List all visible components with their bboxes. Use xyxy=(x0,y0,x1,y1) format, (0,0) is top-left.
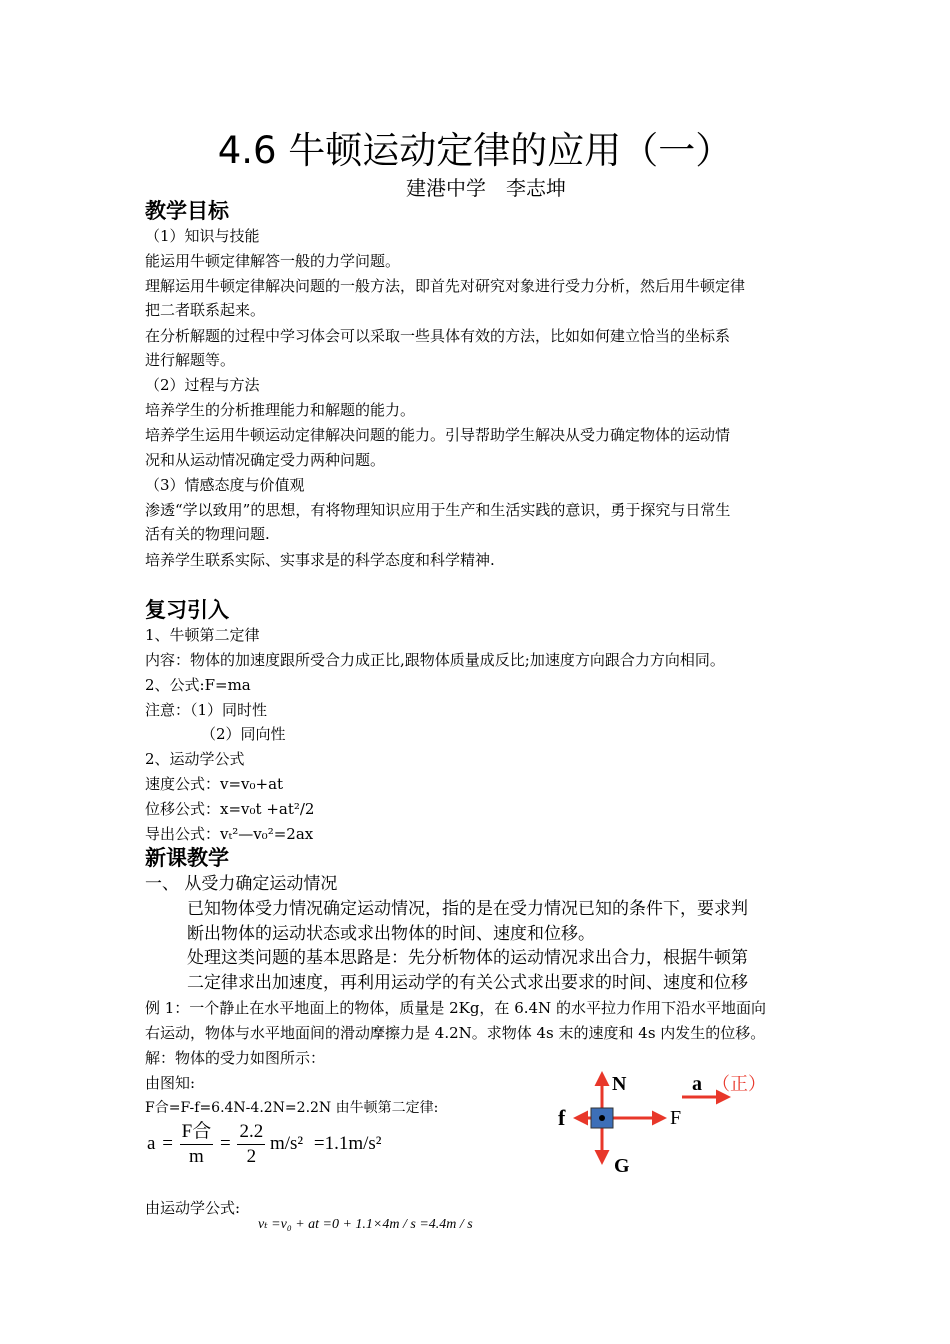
review-heading: 复习引入 xyxy=(145,598,229,622)
fraction-denominator: 2 xyxy=(246,1146,257,1167)
accel-result: =1.1m/s² xyxy=(313,1132,382,1154)
goals-line: 进行解题等。 xyxy=(145,351,236,369)
para2-line: 二定律求出加速度，再利用运动学的有关公式求出要求的时间、速度和位移 xyxy=(187,973,748,993)
review-line: （2）同向性 xyxy=(201,725,286,743)
section-title: 一、 从受力确定运动情况 xyxy=(145,874,338,894)
para1-line: 已知物体受力情况确定运动情况，指的是在受力情况已知的条件下，要求判 xyxy=(187,899,748,919)
force-over-mass-fraction xyxy=(180,1120,214,1169)
vt-formula: vₜ =v₀ + at =0 + 1.1×4m / s =4.4m / s xyxy=(258,1217,473,1232)
fraction-numerator: F合 xyxy=(180,1120,214,1145)
goals-line: 培养学生联系实际、实事求是的科学态度和科学精神. xyxy=(145,551,495,569)
gravity-label: G xyxy=(614,1155,630,1177)
accel-lhs: a xyxy=(147,1132,156,1154)
goals-line: （3）情感态度与价值观 xyxy=(145,476,305,494)
para1-line: 断出物体的运动状态或求出物体的时间、速度和位移。 xyxy=(187,924,595,944)
accel-label: a xyxy=(692,1073,702,1095)
derived-formula: vₜ²—v₀²=2ax xyxy=(220,825,314,843)
goals-line: （2）过程与方法 xyxy=(145,376,260,394)
goals-line: 况和从运动情况确定受力两种问题。 xyxy=(145,451,386,469)
goals-line: 能运用牛顿定律解答一般的力学问题。 xyxy=(145,252,401,270)
goals-line: （1）知识与技能 xyxy=(145,227,260,245)
displacement-formula-line xyxy=(145,799,314,819)
goals-line: 培养学生的分析推理能力和解题的能力。 xyxy=(145,401,416,419)
page-title: 4.6 牛顿运动定律的应用（一） xyxy=(217,129,733,172)
author-line: 建港中学 李志坤 xyxy=(406,176,566,200)
force-diagram xyxy=(550,1060,790,1180)
review-line: 1、牛顿第二定律 xyxy=(145,626,260,644)
center-dot xyxy=(599,1115,605,1121)
acceleration-formula: a = $\frac{\text{F合}}{m}$ = $\frac{2.2}{2}$ m/s² =1.1m/s² xyxy=(147,1121,382,1167)
direction-label: （正） xyxy=(712,1074,766,1095)
pull-label: F xyxy=(670,1107,682,1129)
normal-label: N xyxy=(612,1073,627,1095)
derived-formula-line xyxy=(145,824,313,844)
solution-line: 解：物体的受力如图所示： xyxy=(145,1049,326,1067)
value-fraction xyxy=(237,1120,265,1169)
goals-line: 理解运用牛顿定律解决问题的一般方法，即首先对研究对象进行受力分析，然后用牛顿定律 xyxy=(145,277,746,295)
derived-label: 导出公式： xyxy=(145,825,221,843)
goals-line: 渗透“学以致用”的思想，有将物理知识应用于生产和生活实践的意识，勇于探究与日常生 xyxy=(145,501,731,519)
goals-heading: 教学目标 xyxy=(145,199,229,223)
velocity-formula: v=v₀+at xyxy=(220,775,284,793)
fraction-numerator: 2.2 xyxy=(237,1120,265,1145)
velocity-label: 速度公式： xyxy=(145,775,221,793)
friction-label: f xyxy=(558,1105,566,1130)
displacement-label: 位移公式： xyxy=(145,800,221,818)
kinematics-label: 由运动学公式: xyxy=(145,1199,241,1217)
example-line: 例 1：一个静止在水平地面上的物体，质量是 2Kg，在 6.4N 的水平拉力作用下沿水平地面向 xyxy=(145,999,766,1017)
from-figure-line: 由图知: xyxy=(145,1074,196,1092)
accel-unit: m/s² xyxy=(269,1132,304,1154)
fraction-denominator: m xyxy=(189,1146,204,1167)
goals-line: 活有关的物理问题. xyxy=(145,525,270,543)
review-line: 内容：物体的加速度跟所受合力成正比,跟物体质量成反比;加速度方向跟合力方向相同。 xyxy=(145,651,725,669)
goals-line: 在分析解题的过程中学习体会可以采取一些具体有效的方法，比如如何建立恰当的坐标系 xyxy=(145,327,731,345)
new-lesson-heading: 新课教学 xyxy=(145,846,229,870)
review-line: 2、运动学公式 xyxy=(145,750,245,768)
goals-line: 把二者联系起来。 xyxy=(145,301,266,319)
net-force-line: F合=F-f=6.4N-4.2N=2.2N 由牛顿第二定律: xyxy=(145,1100,439,1116)
review-line: 2、公式:F=ma xyxy=(145,676,251,694)
velocity-formula-line xyxy=(145,774,283,794)
example-line: 右运动，物体与水平地面间的滑动摩擦力是 4.2N。求物体 4s 末的速度和 4s 内发生的位移。 xyxy=(145,1024,766,1042)
goals-line: 培养学生运用牛顿运动定律解决问题的能力。引导帮助学生解决从受力确定物体的运动情 xyxy=(145,426,731,444)
para2-line: 处理这类问题的基本思路是：先分析物体的运动情况求出合力，根据牛顿第 xyxy=(187,948,748,968)
displacement-formula: x=v₀t +at²/2 xyxy=(220,800,315,818)
review-line: 注意：（1）同时性 xyxy=(145,701,268,719)
